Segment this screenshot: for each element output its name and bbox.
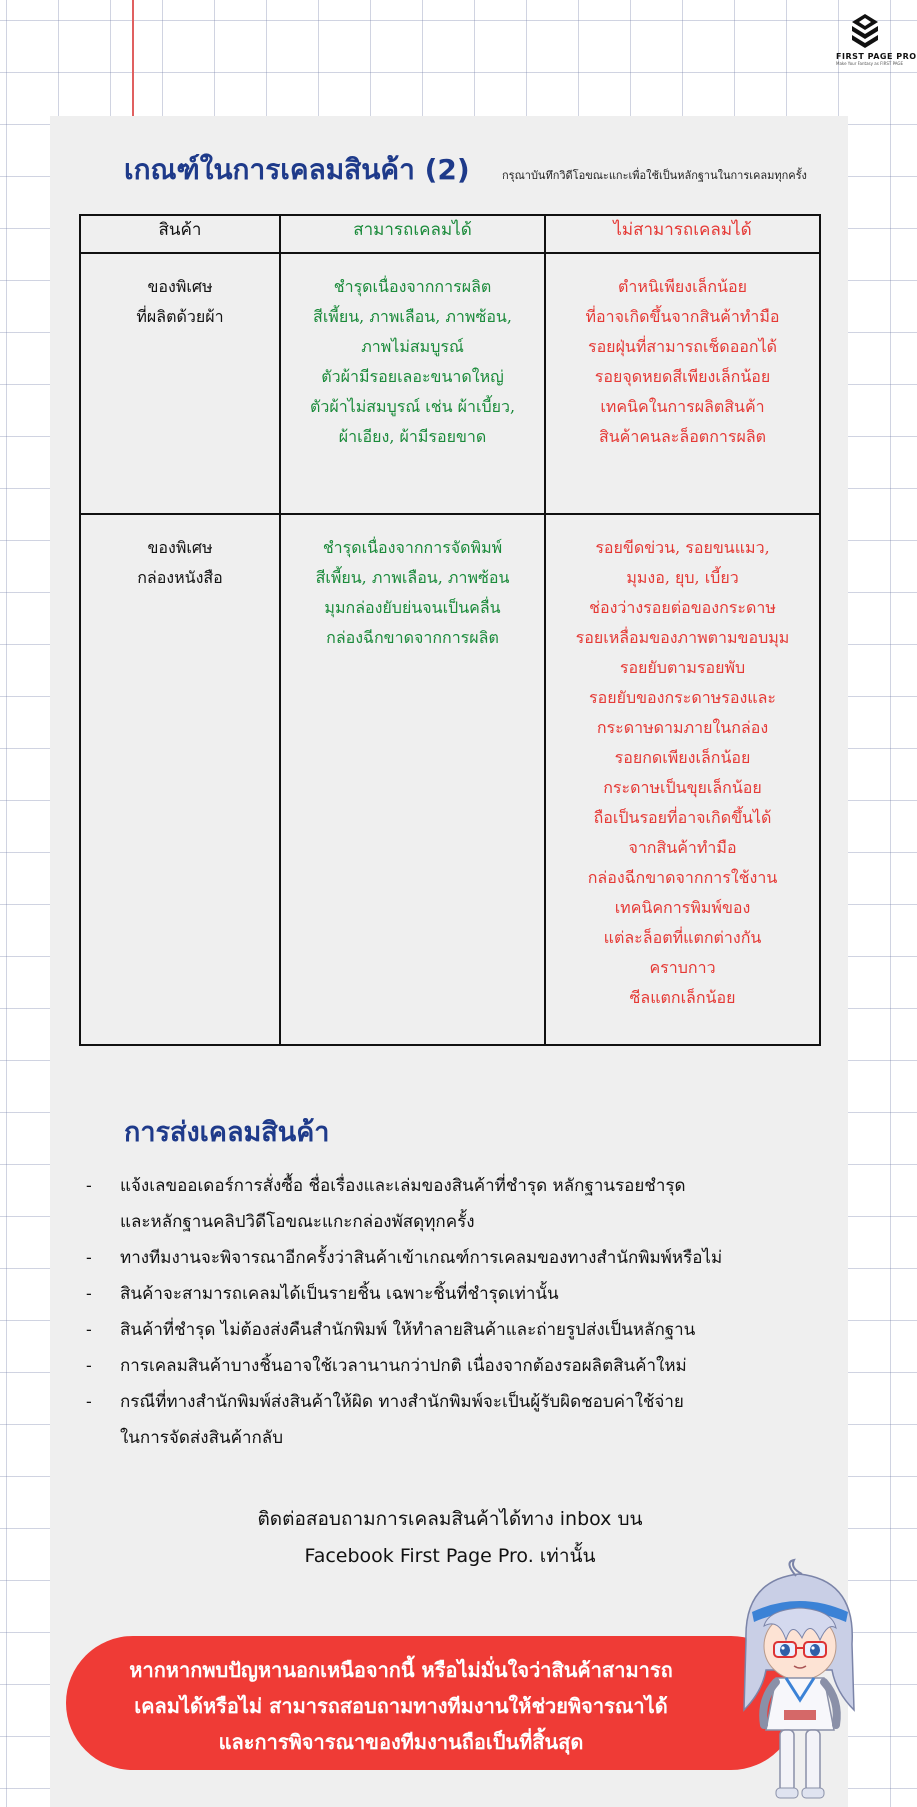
not-claimable-item: สินค้าคนละล็อตการผลิต bbox=[598, 427, 767, 446]
not-claimable-item: ที่อาจเกิดขึ้นจากสินค้าทำมือ bbox=[585, 307, 780, 326]
banner-line: เคลมได้หรือไม่ สามารถสอบถามทางทีมงานให้ช่วยพิจารณาได้ bbox=[134, 1694, 668, 1718]
not-claimable-item: กระดาษดามภายในกล่อง bbox=[596, 718, 769, 737]
shipping-title: การส่งเคลมสินค้า bbox=[124, 1117, 330, 1148]
claimable-item: กล่องฉีกขาดจากการผลิต bbox=[326, 628, 499, 647]
not-claimable-item: รอยกดเพียงเล็กน้อย bbox=[614, 748, 751, 767]
not-claimable-item: ช่องว่างรอยต่อของกระดาษ bbox=[589, 598, 776, 617]
rule-text: และหลักฐานคลิปวิดีโอขณะแกะกล่องพัสดุทุกครั้ง bbox=[120, 1212, 475, 1232]
shipping-rules-list bbox=[86, 1168, 806, 1456]
not-claimable-item: แต่ละล็อตที่แตกต่างกัน bbox=[603, 928, 762, 947]
claim-criteria-table bbox=[79, 214, 821, 1046]
list-item bbox=[86, 1312, 806, 1348]
list-item bbox=[86, 1276, 806, 1312]
header-product: สินค้า bbox=[80, 215, 280, 253]
category-line: ของพิเศษ bbox=[147, 277, 213, 296]
claimable-item: สีเพี้ยน, ภาพเลือน, ภาพซ้อน, bbox=[313, 307, 512, 326]
bullet-dash: - bbox=[86, 1284, 92, 1304]
not-claimable-item: รอยฝุ่นที่สามารถเช็ดออกได้ bbox=[587, 337, 778, 356]
not-claimable-item: เทคนิคในการผลิตสินค้า bbox=[600, 397, 765, 416]
not-claimable-item: ตำหนิเพียงเล็กน้อย bbox=[618, 277, 747, 296]
header-claimable: สามารถเคลมได้ bbox=[280, 215, 545, 253]
claimable-item: สีเพี้ยน, ภาพเลือน, ภาพซ้อน bbox=[315, 568, 510, 587]
not-claimable-item: รอยยับของกระดาษรองและ bbox=[589, 688, 776, 707]
contact-facebook-line: Facebook First Page Pro. เท่านั้น bbox=[304, 1545, 596, 1567]
table-header-row bbox=[80, 215, 820, 253]
brand-name: FIRST PAGE PRO bbox=[836, 52, 917, 61]
banner-line: หากหากพบปัญหานอกเหนือจากนี้ หรือไม่มั่นใจว่าสินค้าสามารถ bbox=[129, 1658, 673, 1682]
bullet-dash: - bbox=[86, 1356, 92, 1376]
claimable-cell bbox=[280, 253, 545, 514]
bullet-dash: - bbox=[86, 1248, 92, 1268]
bullet-dash: - bbox=[86, 1320, 92, 1340]
not-claimable-item: มุมงอ, ยุบ, เบี้ยว bbox=[626, 568, 739, 587]
brand-tagline: Make Your Fantasy as FIRST PAGE bbox=[836, 61, 904, 66]
not-claimable-item: คราบกาว bbox=[649, 958, 716, 977]
not-claimable-item: เทคนิคการพิมพ์ของ bbox=[614, 898, 751, 917]
list-item bbox=[86, 1204, 806, 1240]
mascot-character-illustration bbox=[724, 1560, 874, 1805]
rule-text: ทางทีมงานจะพิจารณาอีกครั้งว่าสินค้าเข้าเกณฑ์การเคลมของทางสำนักพิมพ์หรือไม่ bbox=[120, 1248, 723, 1268]
claimable-item: ชำรุดเนื่องจากการจัดพิมพ์ bbox=[322, 538, 503, 557]
table-row bbox=[80, 253, 820, 514]
list-item bbox=[86, 1420, 806, 1456]
not-claimable-cell bbox=[545, 253, 820, 514]
not-claimable-item: จากสินค้าทำมือ bbox=[628, 838, 737, 857]
list-item bbox=[86, 1384, 806, 1420]
video-note: กรุณาบันทึกวิดีโอขณะแกะเพื่อใช้เป็นหลักฐานในการเคลมทุกครั้ง bbox=[502, 169, 807, 182]
rule-text: สินค้าจะสามารถเคลมได้เป็นรายชิ้น เฉพาะชิ้นที่ชำรุดเท่านั้น bbox=[120, 1284, 559, 1304]
category-cell bbox=[80, 253, 280, 514]
claimable-item: ตัวผ้าไม่สมบูรณ์ เช่น ผ้าเบี้ยว, bbox=[309, 397, 516, 416]
bullet-dash: - bbox=[86, 1392, 92, 1412]
bullet-dash: - bbox=[86, 1176, 92, 1196]
not-claimable-item: รอยยับตามรอยพับ bbox=[619, 658, 746, 677]
rule-text: การเคลมสินค้าบางชิ้นอาจใช้เวลานานกว่าปกติ เนื่องจากต้องรอผลิตสินค้าใหม่ bbox=[120, 1356, 687, 1376]
rule-text: กรณีที่ทางสำนักพิมพ์ส่งสินค้าให้ผิด ทางสำนักพิมพ์จะเป็นผู้รับผิดชอบค่าใช้จ่าย bbox=[120, 1392, 684, 1412]
not-claimable-item: ถือเป็นรอยที่อาจเกิดขึ้นได้ bbox=[593, 808, 772, 827]
contact-line: ติดต่อสอบถามการเคลมสินค้าได้ทาง inbox บน bbox=[257, 1508, 643, 1530]
category-line: ที่ผลิตด้วยผ้า bbox=[136, 307, 224, 326]
not-claimable-cell bbox=[545, 514, 820, 1045]
claimable-item: ภาพไม่สมบูรณ์ bbox=[361, 337, 464, 356]
category-line: กล่องหนังสือ bbox=[137, 568, 223, 587]
table-row bbox=[80, 514, 820, 1045]
rule-text: แจ้งเลขออเดอร์การสั่งซื้อ ชื่อเรื่องและเล่มของสินค้าที่ชำรุด หลักฐานรอยชำรุด bbox=[120, 1176, 686, 1196]
first-page-pro-logo bbox=[836, 12, 917, 82]
not-claimable-item: กระดาษเป็นขุยเล็กน้อย bbox=[603, 778, 762, 797]
not-claimable-item: รอยขีดข่วน, รอยขนแมว, bbox=[595, 538, 770, 557]
list-item bbox=[86, 1348, 806, 1384]
list-item bbox=[86, 1168, 806, 1204]
claimable-item: ผ้าเอียง, ผ้ามีรอยขาด bbox=[338, 427, 487, 446]
category-line: ของพิเศษ bbox=[147, 538, 213, 557]
claimable-item: มุมกล่องยับย่นจนเป็นคลื่น bbox=[324, 598, 501, 617]
not-claimable-item: ซีลแตกเล็กน้อย bbox=[629, 988, 736, 1007]
rule-text: ในการจัดส่งสินค้ากลับ bbox=[120, 1428, 283, 1448]
banner-line: และการพิจารณาของทีมงานถือเป็นที่สิ้นสุด bbox=[218, 1730, 584, 1754]
notice-banner bbox=[66, 1636, 798, 1770]
not-claimable-item: รอยเหลื่อมของภาพตามขอบมุม bbox=[575, 628, 790, 647]
page-title: เกณฑ์ในการเคลมสินค้า (2) bbox=[124, 153, 470, 186]
list-item bbox=[86, 1240, 806, 1276]
book-logo-icon bbox=[848, 12, 882, 50]
header-not-claimable: ไม่สามารถเคลมได้ bbox=[545, 215, 820, 253]
claimable-item: ตัวผ้ามีรอยเลอะขนาดใหญ่ bbox=[321, 367, 504, 386]
not-claimable-item: รอยจุดหยดสีเพียงเล็กน้อย bbox=[594, 367, 771, 386]
rule-text: สินค้าที่ชำรุด ไม่ต้องส่งคืนสำนักพิมพ์ ให้ทำลายสินค้าและถ่ายรูปส่งเป็นหลักฐาน bbox=[120, 1320, 696, 1340]
claimable-item: ชำรุดเนื่องจากการผลิต bbox=[333, 277, 492, 296]
claimable-cell bbox=[280, 514, 545, 1045]
not-claimable-item: กล่องฉีกขาดจากการใช้งาน bbox=[587, 868, 778, 887]
category-cell bbox=[80, 514, 280, 1045]
